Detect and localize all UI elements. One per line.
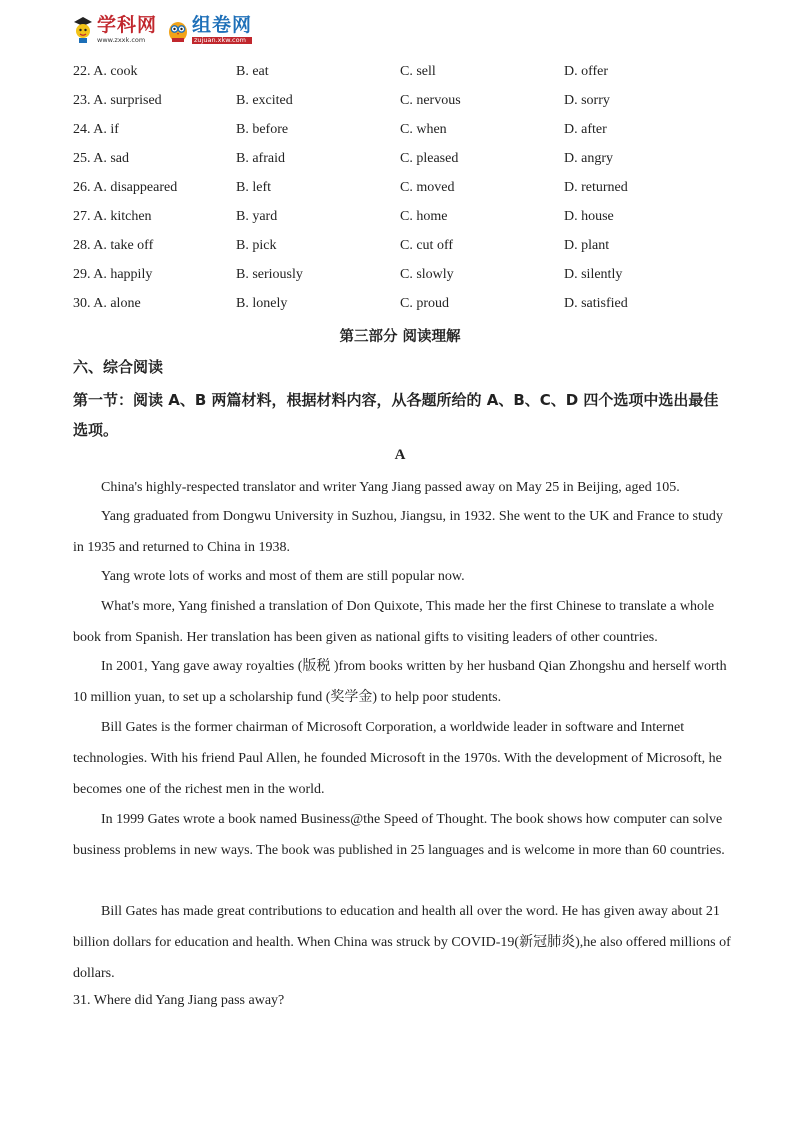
option-b: B. lonely (236, 296, 288, 311)
option-b: B. left (236, 180, 271, 195)
option-row (73, 178, 733, 207)
option-row (73, 62, 733, 91)
option-row (73, 91, 733, 120)
option-a: 25. A. sad (73, 151, 129, 166)
paragraph: In 2001, Yang gave away royalties (版税 )from books written by her husband Qian Zhongshu and herself worth 10 million yuan, to set up a scholarship fund (奖学金) to help poor students. (73, 659, 727, 705)
passage-label: A (394, 447, 406, 463)
option-d: D. angry (564, 151, 613, 166)
option-d: D. returned (564, 180, 628, 195)
option-d: D. offer (564, 64, 609, 79)
option-c: C. proud (400, 296, 449, 311)
option-d: D. plant (564, 238, 610, 253)
option-b: B. yard (236, 209, 278, 224)
zxxk-logo-name: 学科网 (97, 14, 158, 37)
zujuan-logo (167, 16, 252, 44)
option-d: D. after (564, 122, 607, 137)
option-a: 29. A. happily (73, 267, 153, 282)
mascot-icon (72, 16, 94, 44)
option-row (73, 265, 733, 294)
paragraph: In 1999 Gates wrote a book named Business@the Speed of Thought. The book shows how computer can solve business problems in new ways. The book was published in 25 languages and is welcome in more than 60 countries. (73, 812, 725, 858)
zujuan-logo-url: zujuan.xkw.com (192, 37, 252, 44)
option-a: 30. A. alone (73, 296, 141, 311)
option-a: 26. A. disappeared (73, 180, 178, 195)
instruction-text: 第一节：阅读 A、B 两篇材料，根据材料内容，从各题所给的 A、B、C、D 四个选项中选出最佳选项。 (73, 391, 719, 439)
option-row (73, 120, 733, 149)
option-a: 28. A. take off (73, 238, 154, 253)
option-row (73, 149, 733, 178)
paragraph: What's more, Yang finished a translation of Don Quixote, This made her the first Chinese to translate a whole book from Spanish. Her translation has been given as national gifts to visiting leaders of other countries. (73, 599, 715, 645)
option-a: 24. A. if (73, 122, 119, 137)
option-row (73, 236, 733, 265)
answer-options-table (73, 62, 733, 323)
option-b: B. pick (236, 238, 277, 253)
option-d: D. sorry (564, 93, 610, 108)
option-c: C. cut off (400, 238, 454, 253)
zxxk-logo (72, 16, 157, 44)
option-c: C. sell (400, 64, 436, 79)
option-d: D. house (564, 209, 614, 224)
header-logos (72, 10, 252, 50)
option-row (73, 294, 733, 323)
option-row (73, 207, 733, 236)
paragraph: Bill Gates is the former chairman of Microsoft Corporation, a worldwide leader in software and Internet technologies. With his friend Paul Allen, he founded Microsoft in the 1970s. With the development of Microsoft, he becomes one of the richest men in the world. (73, 720, 722, 797)
option-b: B. afraid (236, 151, 285, 166)
option-c: C. home (400, 209, 448, 224)
option-d: D. satisfied (564, 296, 628, 311)
owl-icon (167, 16, 189, 44)
option-b: B. eat (236, 64, 269, 79)
option-a: 27. A. kitchen (73, 209, 152, 224)
paragraph: Yang graduated from Dongwu University in Suzhou, Jiangsu, in 1932. She went to the UK and France to study in 1935 and returned to China in 1938. (73, 509, 723, 555)
option-a: 22. A. cook (73, 64, 138, 79)
zxxk-logo-url: www.zxxk.com (97, 36, 146, 45)
option-a: 23. A. surprised (73, 93, 162, 108)
paragraph: China's highly-respected translator and writer Yang Jiang passed away on May 25 in Beijing, aged 105. (101, 480, 680, 495)
option-c: C. pleased (400, 151, 459, 166)
section-title: 第三部分 阅读理解 (339, 329, 461, 345)
question-31: 31. Where did Yang Jiang pass away? (73, 993, 285, 1008)
option-c: C. moved (400, 180, 455, 195)
option-b: B. excited (236, 93, 293, 108)
paragraph: Bill Gates has made great contributions to education and health all over the word. He has given away about 21 billion dollars for education and health. When China was struck by COVID-19(新冠肺炎),he also offered millions of dollars. (73, 904, 731, 981)
zujuan-logo-name: 组卷网 (192, 14, 253, 37)
paragraph: Yang wrote lots of works and most of them are still popular now. (101, 569, 465, 584)
option-c: C. nervous (400, 93, 461, 108)
part-heading: 六、综合阅读 (73, 358, 164, 376)
option-d: D. silently (564, 267, 623, 282)
option-c: C. slowly (400, 267, 454, 282)
option-b: B. seriously (236, 267, 303, 282)
option-b: B. before (236, 122, 289, 137)
option-c: C. when (400, 122, 447, 137)
